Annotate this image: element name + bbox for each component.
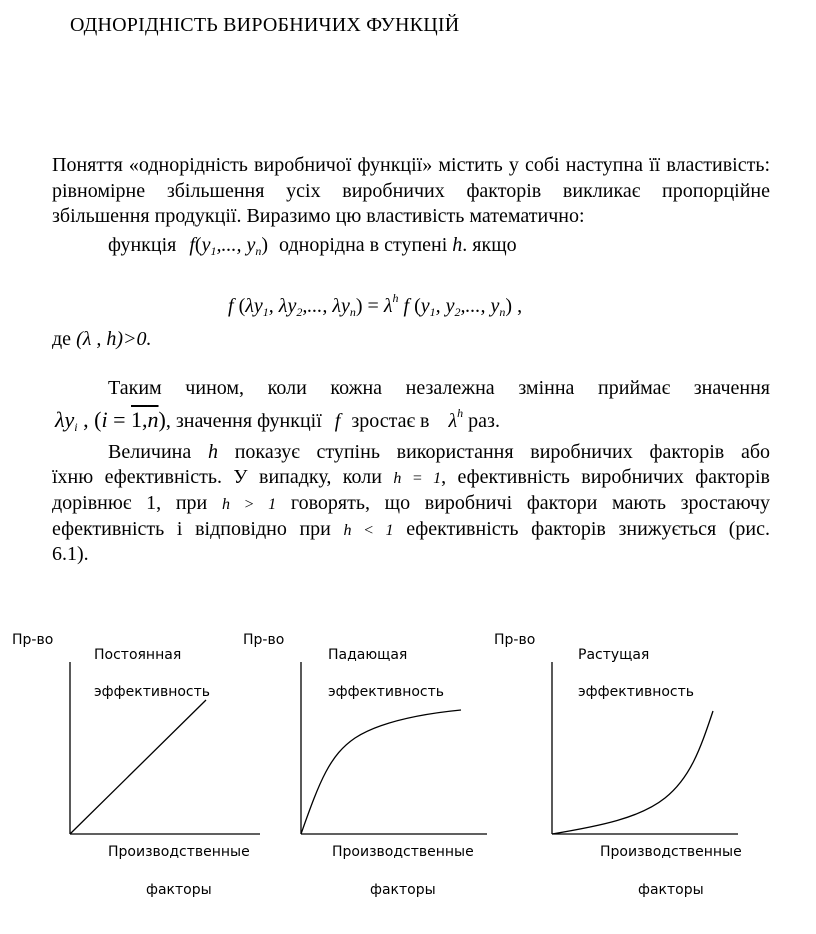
f-symbol: f (334, 410, 341, 432)
p3-l1a: Величина (108, 441, 192, 463)
graph-1-ylabel: Пр-во (12, 632, 54, 648)
graph-3-ylabel: Пр-во (494, 632, 536, 648)
lambda-yi-formula: $\lambda y_i$ , $(i = 1,\overline{n})$ (55, 407, 166, 434)
graph-3-name-line2: эффективность (578, 684, 695, 700)
graph-3-xlabel-line1: Производственные (600, 844, 742, 860)
paragraph-3-line-5: 6.1). (52, 543, 89, 565)
function-prefix: функція (108, 234, 177, 256)
where-prefix: де (52, 328, 72, 350)
paragraph-definition: Поняття «однорідність виробничої функції» містить у собі наступна її властивість: рівномірне збільшення усіх виробничих факторів викликає пропорційне збільшення продукції. Виразимо цю властивість математично: (52, 154, 770, 227)
graph-2-curve (301, 710, 461, 834)
p3-gt1: h > 1 (221, 496, 277, 513)
p3-l1b: показує ступінь використання виробничих факторів або (234, 441, 771, 463)
p3-lt1: h < 1 (343, 522, 394, 539)
graph-1-xlabel-line1: Производственные (108, 844, 250, 860)
graph-2-xlabel-line2: факторы (370, 882, 436, 898)
page-title: ОДНОРІДНІСТЬ ВИРОБНИЧИХ ФУНКЦІЙ (70, 14, 460, 36)
where-condition: (λ , h)>0. (76, 328, 152, 350)
graph-1-axes (70, 662, 260, 834)
p2-mid2: зростає в (351, 410, 430, 432)
graph-2-name-line1: Падающая (328, 647, 408, 663)
paragraph-2-line-1: Таким чином, коли кожна незалежна змінна приймає значення (108, 377, 770, 399)
p3-h: h (207, 441, 218, 463)
graph-3-name-line1: Растущая (578, 647, 650, 663)
h-symbol: h (452, 234, 463, 256)
graph-1-curve (70, 700, 206, 834)
graph-2-xlabel-line1: Производственные (332, 844, 474, 860)
p3-l3b: говорять, що виробничі фактори мають зростаючу (290, 492, 771, 514)
p2-mid: , значення функції (165, 410, 322, 432)
graph-1-name-line2: эффективность (94, 684, 211, 700)
p3-l2a: їхню ефективність. У випадку, коли (52, 466, 382, 488)
graph-1-name-line1: Постоянная (94, 647, 182, 663)
graph-2-ylabel: Пр-во (243, 632, 285, 648)
p3-l4b: ефективність факторів знижується (рис. (406, 518, 771, 540)
graph-3-curve (552, 711, 713, 834)
function-formula: $f(y_1$,..., $y_n$) (189, 234, 269, 258)
p3-l3a: дорівнює 1, при (52, 492, 208, 514)
graph-2-name-line2: эффективность (328, 684, 445, 700)
graph-3-xlabel-line2: факторы (638, 882, 704, 898)
p3-l4a: ефективність і відповідно при (52, 518, 331, 540)
graph-1-xlabel-line2: факторы (146, 882, 212, 898)
function-suffix: однорідна в ступені (279, 234, 448, 256)
homogeneity-equation: f ($\lambda y_1$, $\lambda y_2$,..., $\lambda y_n) = \lambda^h$ f ($y_1$, $y_2$,..., $y_n$) , (228, 291, 523, 319)
p3-eq1: h = 1 (393, 470, 442, 487)
p2-end: раз. (468, 410, 500, 432)
function-suffix-end: . якщо (462, 234, 517, 256)
graph-2-axes (301, 662, 487, 834)
lambda-h: $\lambda^h$ (448, 406, 464, 432)
p3-l2b: , ефективність виробничих факторів (441, 466, 770, 488)
graph-3-axes (552, 662, 738, 834)
